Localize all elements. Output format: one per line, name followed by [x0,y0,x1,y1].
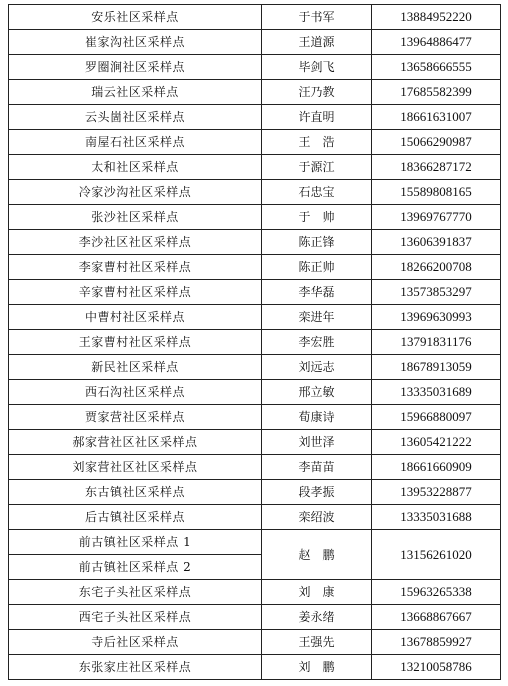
contact-name-cell: 李苗苗 [262,455,372,480]
phone-cell: 15963265338 [372,580,501,605]
phone-cell: 13678859927 [372,630,501,655]
table-row [9,305,501,330]
phone-cell: 13969767770 [372,205,501,230]
contact-name-cell: 于书军 [262,5,372,30]
contact-name-cell: 刘 鹏 [262,655,372,680]
table-body [9,5,501,680]
table-row [9,455,501,480]
table-row [9,330,501,355]
phone-cell: 13668867667 [372,605,501,630]
phone-cell: 13573853297 [372,280,501,305]
site-cell: 瑞云社区采样点 [9,80,262,105]
phone-cell: 13964886477 [372,30,501,55]
contact-name-cell: 李宏胜 [262,330,372,355]
site-cell: 崔家沟社区采样点 [9,30,262,55]
phone-cell: 13605421222 [372,430,501,455]
site-cell: 东张家庄社区采样点 [9,655,262,680]
table-row [9,505,501,530]
table-row [9,205,501,230]
table-row [9,105,501,130]
phone-cell: 18678913059 [372,355,501,380]
contact-name-cell: 于 帅 [262,205,372,230]
table-row [9,55,501,80]
table-row [9,30,501,55]
phone-cell: 13335031689 [372,380,501,405]
table-row [9,130,501,155]
site-cell: 东古镇社区采样点 [9,480,262,505]
contact-name-cell: 陈正帅 [262,255,372,280]
site-cell: 西石沟社区采样点 [9,380,262,405]
contact-name-cell: 刘远志 [262,355,372,380]
site-cell: 东宅子头社区采样点 [9,580,262,605]
contact-name-cell: 王道源 [262,30,372,55]
sampling-site-table [8,4,501,680]
site-cell: 南屋石社区采样点 [9,130,262,155]
site-cell: 冷家沙沟社区采样点 [9,180,262,205]
site-cell: 西宅子头社区采样点 [9,605,262,630]
phone-cell: 15966880097 [372,405,501,430]
site-cell: 张沙社区采样点 [9,205,262,230]
contact-name-cell: 许直明 [262,105,372,130]
contact-name-cell: 汪乃教 [262,80,372,105]
contact-name-cell: 邢立敏 [262,380,372,405]
site-cell: 云头崮社区采样点 [9,105,262,130]
phone-cell: 15066290987 [372,130,501,155]
contact-name-cell: 荀康诗 [262,405,372,430]
phone-cell: 13335031688 [372,505,501,530]
site-cell: 李沙社区社区采样点 [9,230,262,255]
site-cell: 贾家营社区采样点 [9,405,262,430]
phone-cell: 13658666555 [372,55,501,80]
table-row [9,280,501,305]
table-row [9,5,501,30]
site-cell: 太和社区采样点 [9,155,262,180]
phone-cell: 13606391837 [372,230,501,255]
contact-name-cell: 陈正锋 [262,230,372,255]
table-row [9,405,501,430]
site-cell: 郝家营社区社区采样点 [9,430,262,455]
contact-name-cell: 石忠宝 [262,180,372,205]
table-row [9,180,501,205]
site-cell: 王家曹村社区采样点 [9,330,262,355]
contact-name-cell: 李华磊 [262,280,372,305]
phone-cell: 13884952220 [372,5,501,30]
table-row [9,230,501,255]
site-cell: 寺后社区采样点 [9,630,262,655]
table-row [9,530,501,555]
phone-cell: 18366287172 [372,155,501,180]
site-cell: 辛家曹村社区采样点 [9,280,262,305]
contact-name-cell: 王强先 [262,630,372,655]
table-row [9,580,501,605]
table-row [9,380,501,405]
contact-name-cell: 王 浩 [262,130,372,155]
phone-cell: 13210058786 [372,655,501,680]
site-cell: 刘家营社区社区采样点 [9,455,262,480]
site-cell: 前古镇社区采样点 2 [9,555,262,580]
table-row [9,480,501,505]
phone-cell: 17685582399 [372,80,501,105]
contact-name-cell: 栾绍波 [262,505,372,530]
table-row [9,155,501,180]
contact-name-cell: 于源江 [262,155,372,180]
contact-name-cell: 刘世泽 [262,430,372,455]
site-cell: 前古镇社区采样点 1 [9,530,262,555]
phone-cell: 13953228877 [372,480,501,505]
table-row [9,655,501,680]
site-cell: 罗圈涧社区采样点 [9,55,262,80]
phone-cell: 13156261020 [372,530,501,580]
phone-cell: 18661660909 [372,455,501,480]
table-row [9,605,501,630]
table-row [9,80,501,105]
phone-cell: 18661631007 [372,105,501,130]
table-row [9,430,501,455]
site-cell: 李家曹村社区采样点 [9,255,262,280]
table-row [9,255,501,280]
phone-cell: 18266200708 [372,255,501,280]
contact-name-cell: 刘 康 [262,580,372,605]
contact-name-cell: 赵 鹏 [262,530,372,580]
contact-name-cell: 段孝振 [262,480,372,505]
contact-name-cell: 栾进年 [262,305,372,330]
phone-cell: 13791831176 [372,330,501,355]
site-cell: 新民社区采样点 [9,355,262,380]
contact-name-cell: 毕剑飞 [262,55,372,80]
site-cell: 安乐社区采样点 [9,5,262,30]
site-cell: 后古镇社区采样点 [9,505,262,530]
contact-name-cell: 姜永绪 [262,605,372,630]
table-row [9,355,501,380]
phone-cell: 15589808165 [372,180,501,205]
table-row [9,630,501,655]
phone-cell: 13969630993 [372,305,501,330]
site-cell: 中曹村社区采样点 [9,305,262,330]
